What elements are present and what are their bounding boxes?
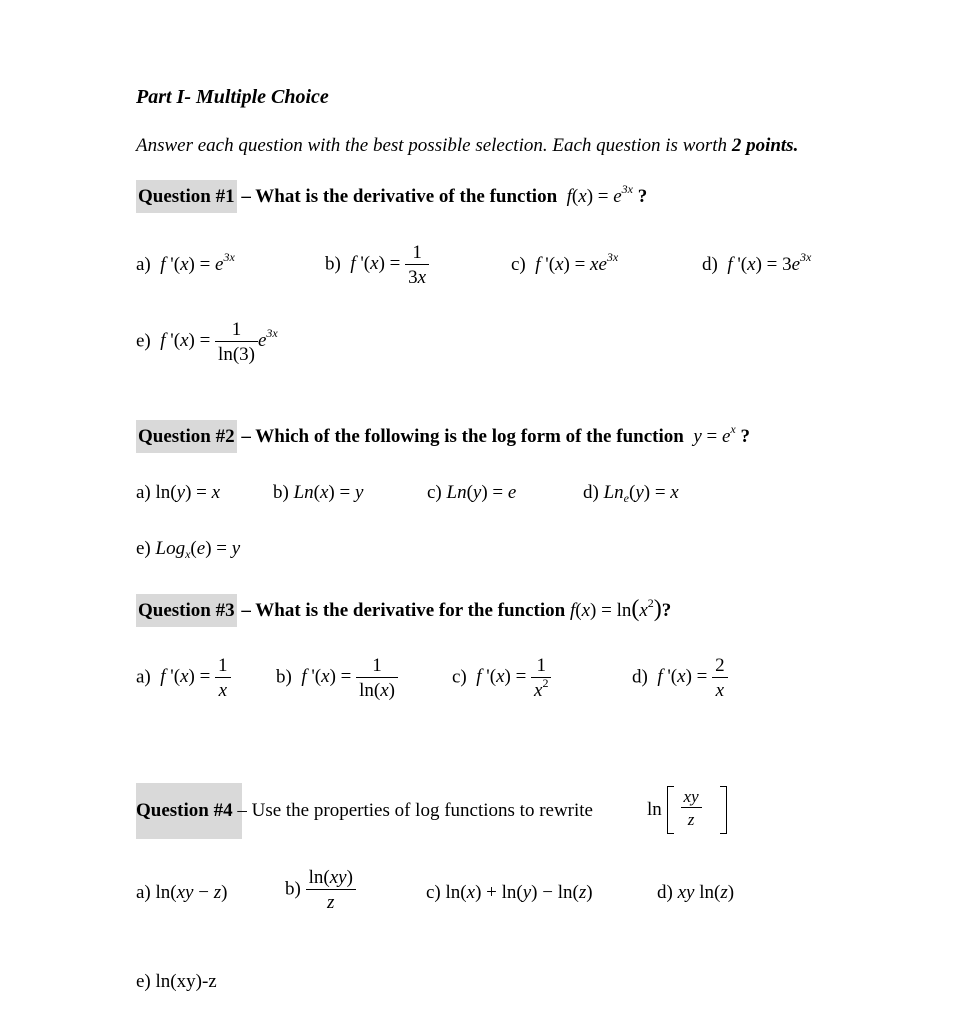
q4-option-e-expr: ln(xy)-z xyxy=(155,971,217,992)
question-3-function: $f(x) = \ln(x^2)$ xyxy=(569,596,662,622)
question-1-heading xyxy=(136,182,648,208)
question-2-function: y = e$^x$ xyxy=(693,422,736,447)
question-4-prompt: – Use the properties of log functions to rewrite xyxy=(237,800,593,821)
q1-option-b-letter: b) xyxy=(325,253,341,275)
q3-option-b-letter: b) xyxy=(276,666,292,688)
q4-option-b-letter: b) xyxy=(285,878,301,900)
q3-option-a-letter: a) xyxy=(136,666,151,688)
question-4-heading xyxy=(136,800,593,822)
q4-option-e-letter: e) xyxy=(136,971,151,992)
q1-option-e-expr: f '(x) = $\frac{1}{\ln(3)}$ e$^{3x}$ xyxy=(160,319,278,365)
q2-option-e-expr: Log$_x$(e) = y xyxy=(155,538,241,561)
q1-option-c[interactable] xyxy=(511,250,619,276)
q1-option-e-letter: e) xyxy=(136,330,151,352)
q1-option-e[interactable] xyxy=(136,320,278,364)
q3-option-c-expr: f '(x) = $\frac{1}{x^2}$ xyxy=(476,666,551,687)
question-3-heading xyxy=(136,596,671,623)
question-3-prompt: – What is the derivative for the function xyxy=(241,600,566,621)
question-1-label: Question #1 xyxy=(136,180,237,213)
q3-option-d[interactable] xyxy=(632,656,728,700)
q1-option-b-expr: f '(x) = $\frac{1}{3x}$ xyxy=(350,253,429,274)
q2-option-d[interactable] xyxy=(583,482,679,504)
question-4-label: Question #4 xyxy=(136,800,233,821)
q1-option-a-letter: a) xyxy=(136,254,151,275)
q3-option-c[interactable] xyxy=(452,656,551,700)
question-4-bracket: $\frac{xy}{z}$ xyxy=(667,786,727,834)
q2-option-c-expr: Ln(y) = e xyxy=(446,482,517,503)
q2-option-c-letter: c) xyxy=(427,482,442,503)
q4-option-a-expr: ln(xy − z) xyxy=(155,882,228,903)
q4-option-a-letter: a) xyxy=(136,882,151,903)
question-1-function: f(x) = e$^{3x}$ xyxy=(566,182,633,207)
q2-option-a-expr: ln(y) = x xyxy=(155,482,221,503)
q3-option-c-letter: c) xyxy=(452,666,467,688)
question-3-qmark: ? xyxy=(661,600,672,621)
q3-option-d-letter: d) xyxy=(632,666,648,688)
q4-option-c[interactable] xyxy=(426,882,593,904)
q3-option-b-expr: f '(x) = $\frac{1}{\ln(x)}$ xyxy=(301,666,398,687)
question-3-label: Question #3 xyxy=(136,594,237,627)
q2-option-b-letter: b) xyxy=(273,482,289,503)
q4-option-e[interactable] xyxy=(136,971,217,993)
part-title: Part I- Multiple Choice xyxy=(136,86,329,108)
q2-option-e-letter: e) xyxy=(136,538,151,559)
question-4-function: ln $\frac{xy}{z}$ xyxy=(647,786,727,834)
q1-option-d-letter: d) xyxy=(702,254,718,275)
question-2-qmark: ? xyxy=(740,426,750,447)
q2-option-d-letter: d) xyxy=(583,482,599,503)
q4-option-d-letter: d) xyxy=(657,882,673,903)
q4-option-c-letter: c) xyxy=(426,882,441,903)
q2-option-e[interactable] xyxy=(136,538,240,560)
q2-option-c[interactable] xyxy=(427,482,516,504)
question-1-qmark: ? xyxy=(637,186,648,207)
q1-option-c-letter: c) xyxy=(511,254,526,275)
instructions-text: Answer each question with the best possible selection. Each question is worth xyxy=(136,135,732,156)
q3-option-d-expr: f '(x) = $\frac{2}{x}$ xyxy=(657,666,727,687)
q1-option-b[interactable] xyxy=(325,243,429,287)
q1-option-a[interactable] xyxy=(136,250,235,276)
q4-option-a[interactable] xyxy=(136,882,227,904)
q4-option-d[interactable] xyxy=(657,882,734,904)
q4-option-b-expr: $\frac{\ln(xy)}{z}$ xyxy=(306,878,356,899)
q4-option-d-expr: xy ln(z) xyxy=(677,882,735,903)
q2-option-b[interactable] xyxy=(273,482,363,504)
q2-option-d-expr: $Ln_e(y) = x$ xyxy=(603,482,679,505)
q4-option-c-expr: ln(x) + ln(y) − ln(z) xyxy=(445,882,593,903)
q1-option-a-expr: f '(x) = e$^{3x}$ xyxy=(160,250,235,275)
q3-option-b[interactable] xyxy=(276,656,398,700)
question-2-label: Question #2 xyxy=(136,420,237,453)
instructions xyxy=(136,135,798,157)
q2-option-a[interactable] xyxy=(136,482,220,504)
q3-option-a-expr: f '(x) = $\frac{1}{x}$ xyxy=(160,666,230,687)
q2-option-a-letter: a) xyxy=(136,482,151,503)
instructions-points: 2 points. xyxy=(731,135,799,156)
q1-option-d[interactable] xyxy=(702,250,812,276)
question-1-prompt: – What is the derivative of the function xyxy=(241,186,558,207)
q1-option-d-expr: f '(x) = 3e$^{3x}$ xyxy=(727,250,812,275)
q2-option-b-expr: Ln(x) = y xyxy=(293,482,364,503)
q1-option-c-expr: f '(x) = xe$^{3x}$ xyxy=(535,250,619,275)
question-2-prompt: – Which of the following is the log form of the function xyxy=(241,426,684,447)
q4-option-b[interactable] xyxy=(285,868,356,912)
question-2-heading xyxy=(136,422,750,448)
q3-option-a[interactable] xyxy=(136,656,231,700)
